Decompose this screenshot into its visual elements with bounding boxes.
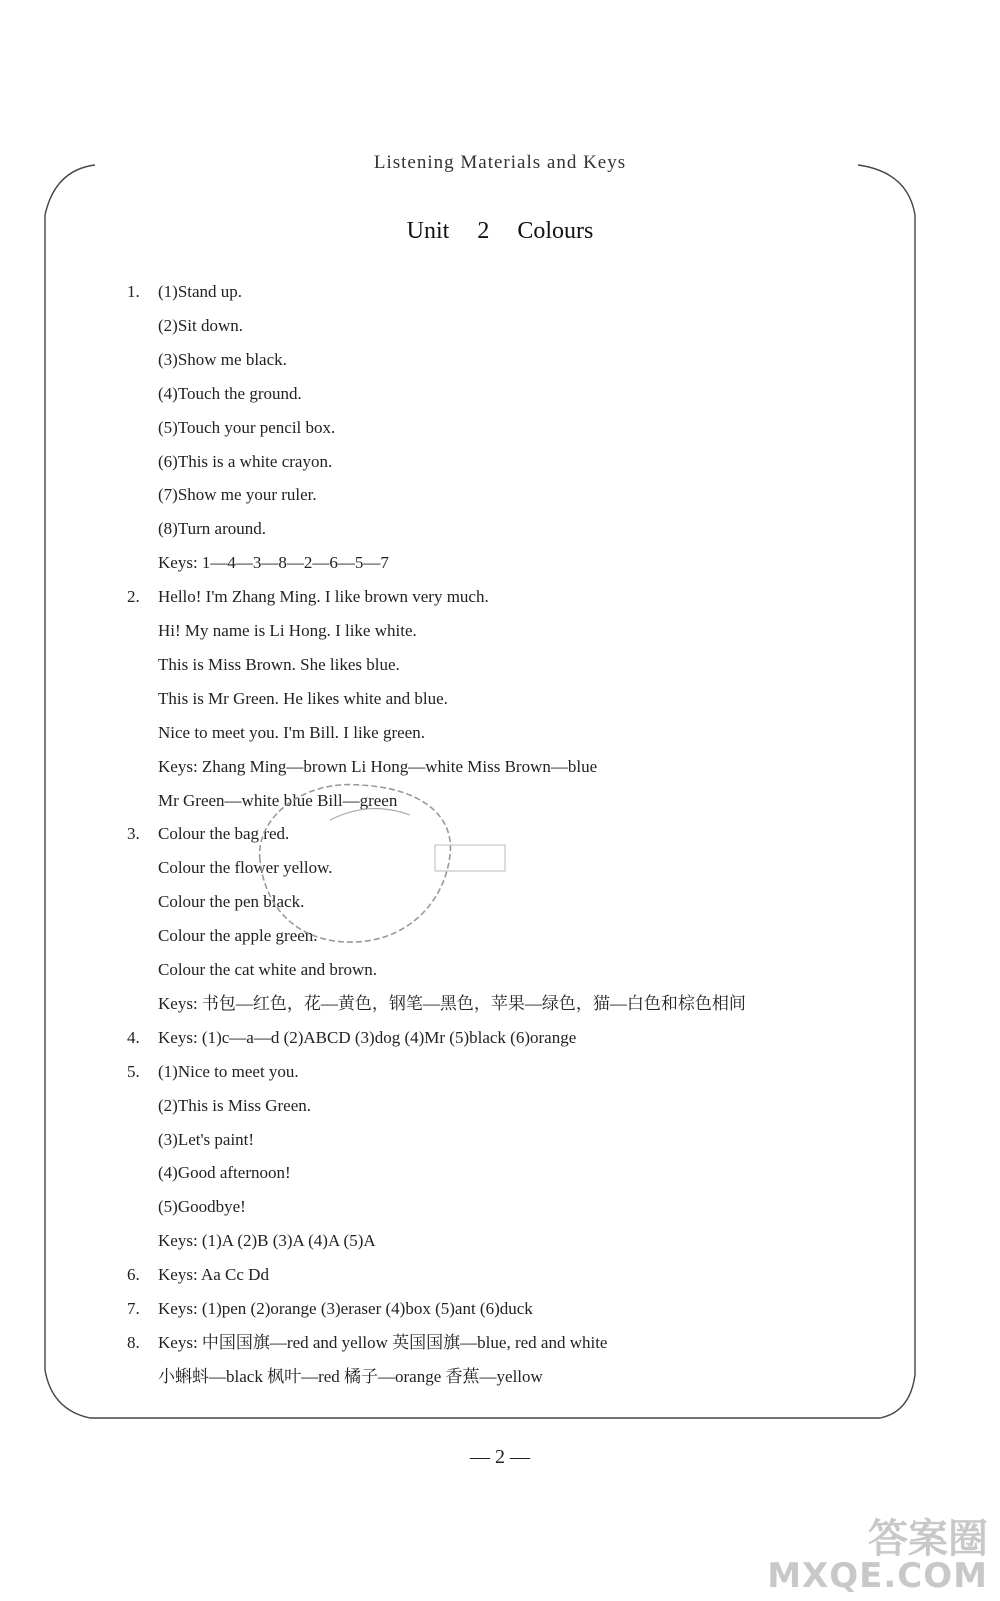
page-header: Listening Materials and Keys	[373, 152, 627, 173]
item-number: 8.	[127, 1333, 140, 1352]
unit-title: Unit 2 Colours	[406, 218, 594, 244]
item-line: Nice to meet you. I'm Bill. I like green.	[158, 723, 425, 742]
item-line: (8)Turn around.	[158, 519, 266, 538]
answer-keys-line: Keys: (1)A (2)B (3)A (4)A (5)A	[158, 1231, 376, 1250]
item-line: (4)Good afternoon!	[158, 1163, 291, 1182]
item-line: (4)Touch the ground.	[158, 384, 302, 403]
watermark-en: MXQE.COM	[767, 1556, 988, 1596]
watermark-logo	[767, 1516, 988, 1596]
item-line: 小蝌蚪—black 枫叶—red 橘子—orange 香蕉—yellow	[158, 1367, 543, 1386]
answer-keys-line: Keys: 中国国旗—red and yellow 英国国旗—blue, red and white	[158, 1333, 608, 1352]
item-line: (2)This is Miss Green.	[158, 1096, 311, 1115]
item-line: (7)Show me your ruler.	[158, 485, 317, 504]
watermark-cn: 答案圈	[868, 1516, 988, 1562]
answer-keys-line: Keys: 书包—红色，花—黄色，钢笔—黑色，苹果—绿色，猫—白色和棕色相间	[158, 994, 746, 1013]
answer-keys-line: Keys: (1)c—a—d (2)ABCD (3)dog (4)Mr (5)black (6)orange	[158, 1028, 577, 1047]
item-line: (5)Touch your pencil box.	[158, 418, 336, 437]
item-number: 4.	[127, 1028, 140, 1047]
answer-keys-line: Keys: Aa Cc Dd	[158, 1265, 269, 1284]
item-line: (5)Goodbye!	[158, 1197, 246, 1216]
answer-keys-line: Keys: 1—4—3—8—2—6—5—7	[158, 553, 389, 572]
item-line: (1)Nice to meet you.	[158, 1062, 299, 1081]
item-line: Colour the cat white and brown.	[158, 960, 378, 979]
item-line: Colour the flower yellow.	[158, 858, 333, 877]
item-number: 6.	[127, 1265, 140, 1284]
page-number: — 2 —	[470, 1446, 530, 1468]
item-line: (3)Let's paint!	[158, 1130, 255, 1149]
item-number: 2.	[127, 587, 140, 606]
item-line: Hi! My name is Li Hong. I like white.	[158, 621, 417, 640]
item-line: This is Mr Green. He likes white and blue.	[158, 689, 448, 708]
item-number: 7.	[127, 1299, 140, 1318]
item-number: 1.	[127, 282, 140, 301]
item-line: (6)This is a white crayon.	[158, 452, 333, 471]
item-line: Colour the pen black.	[158, 892, 305, 911]
item-number: 3.	[127, 824, 140, 843]
item-line: (3)Show me black.	[158, 350, 287, 369]
item-line: (2)Sit down.	[158, 316, 243, 335]
stamp-icon	[240, 760, 520, 960]
item-line: Hello! I'm Zhang Ming. I like brown very much.	[158, 587, 489, 606]
item-line: (1)Stand up.	[158, 282, 243, 301]
item-number: 5.	[127, 1062, 140, 1081]
answer-keys-line: Keys: (1)pen (2)orange (3)eraser (4)box (5)ant (6)duck	[158, 1299, 533, 1318]
answer-keys-line: Keys: Zhang Ming—brown Li Hong—white Miss Brown—blue	[158, 757, 598, 776]
item-line: This is Miss Brown. She likes blue.	[158, 655, 400, 674]
item-line: Colour the apple green.	[158, 926, 318, 945]
item-line: Colour the bag red.	[158, 824, 290, 843]
item-line: Mr Green—white blue Bill—green	[158, 791, 398, 810]
